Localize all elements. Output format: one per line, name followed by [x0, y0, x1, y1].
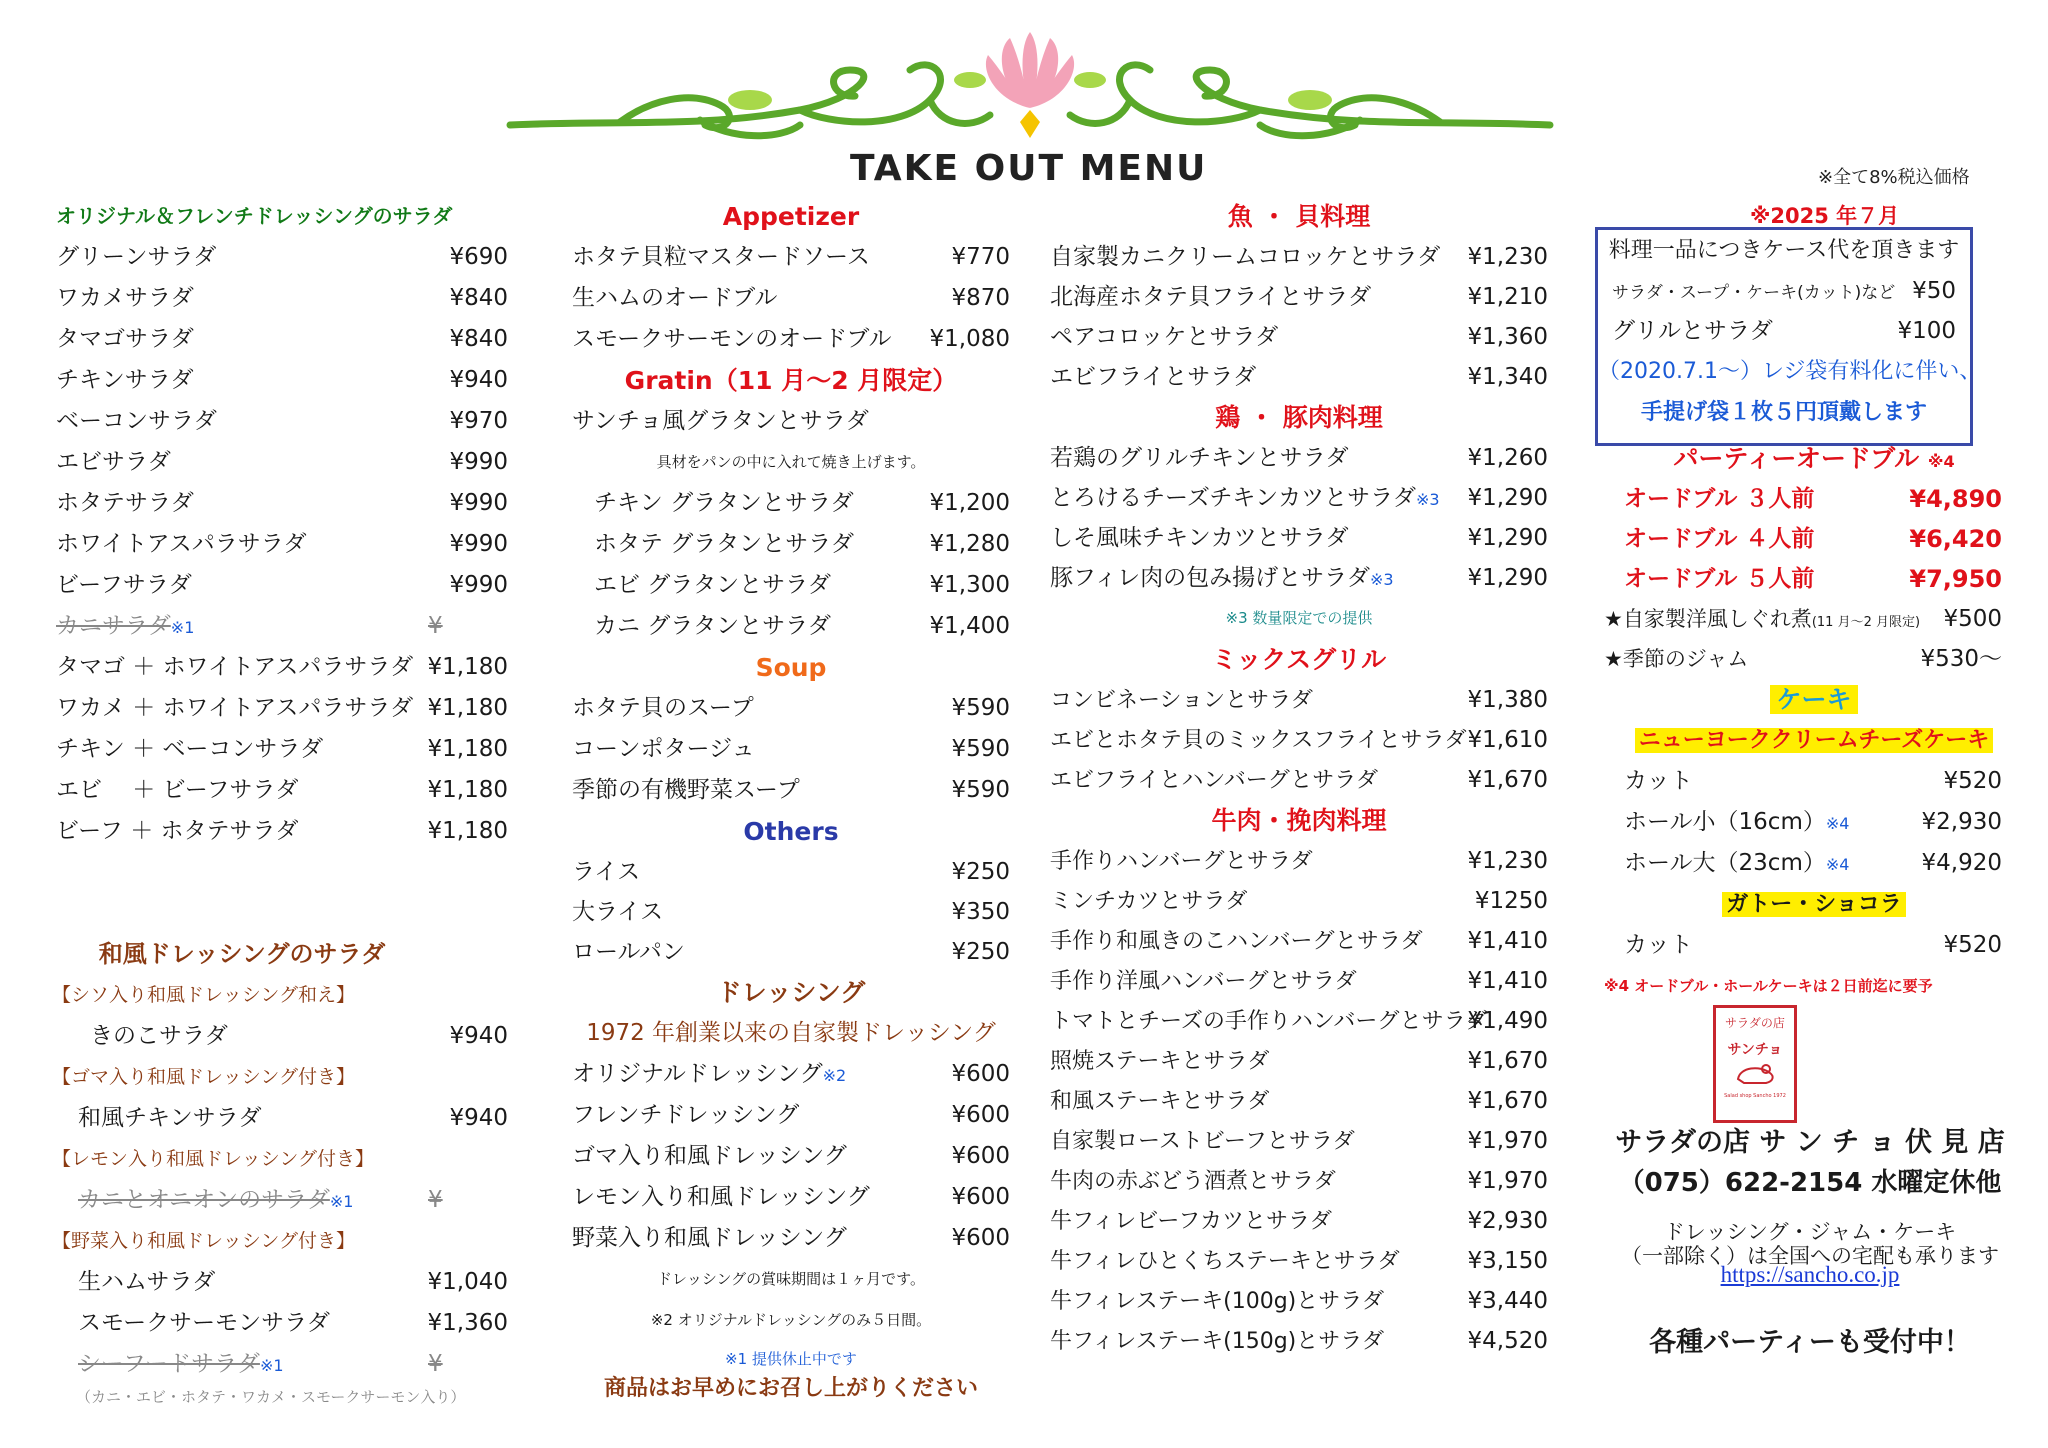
- menu-item[interactable]: [1050, 720, 1548, 760]
- item-name: 自家製ローストビーフとサラダ: [1050, 1129, 1355, 1154]
- shell-icon: [986, 32, 1074, 108]
- item-name: 野菜入り和風ドレッシング: [572, 1225, 847, 1251]
- menu-item[interactable]: [1050, 841, 1548, 881]
- menu-item[interactable]: [56, 278, 508, 319]
- item-name: ビーフサラダ: [56, 572, 192, 598]
- section-heading-others: Others: [743, 817, 839, 846]
- menu-item[interactable]: [56, 729, 508, 770]
- case-fee-box: [1595, 227, 1982, 446]
- item-name: タマゴ ＋ ホワイトアスパラサラダ: [56, 654, 414, 680]
- item-price: ¥1,230: [1467, 244, 1548, 270]
- menu-item[interactable]: [56, 688, 508, 729]
- mix-grill-list: [1050, 680, 1548, 800]
- column-appetizers: [572, 196, 1010, 1407]
- item-price: ¥1,200: [929, 490, 1010, 516]
- item-name: サラダ・スープ・ケーキ(カット)など: [1612, 283, 1896, 303]
- logo-top-text: サラダの店: [1725, 1016, 1785, 1030]
- menu-item[interactable]: [56, 565, 508, 606]
- chocolat-heading: ガトー・ショコラ: [1604, 884, 2024, 925]
- menu-item[interactable]: [1050, 518, 1548, 558]
- menu-item[interactable]: [1050, 680, 1548, 720]
- logo-middle-text: サンチョ: [1727, 1042, 1783, 1058]
- delivery-line1: ドレッシング・ジャム・ケーキ: [1663, 1220, 1957, 1244]
- suspended-note: ※1 提供休止中です: [725, 1350, 857, 1368]
- dressing-list: [572, 1054, 1010, 1259]
- menu-date: ※2025 年７月: [1750, 204, 1900, 228]
- item-price: ¥990: [449, 572, 508, 598]
- item-price: ¥7,950: [1909, 565, 2002, 593]
- gratin-note: 具材をパンの中に入れて焼き上げます。: [656, 453, 926, 471]
- item-name: ホタテサラダ: [56, 490, 194, 516]
- shop-logo: [1713, 1005, 1797, 1123]
- item-price: ¥770: [951, 244, 1010, 270]
- party-accept-note: 各種パーティーも受付中！: [1649, 1327, 1971, 1358]
- item-name: ホール大（23cm）: [1624, 850, 1826, 876]
- item-name: エビフライとサラダ: [1050, 364, 1257, 390]
- expiry-note: ドレッシングの賞味期間は１ヶ月です。: [657, 1270, 925, 1288]
- menu-item[interactable]: [572, 483, 1010, 524]
- item-price: ¥4,520: [1467, 1328, 1548, 1354]
- item-price: ¥1,180: [427, 736, 508, 762]
- fish-list: [1050, 237, 1548, 397]
- section-heading-original-salad: オリジナル＆フレンチドレッシングのサラダ: [56, 204, 453, 228]
- menu-item[interactable]: [56, 483, 508, 524]
- item-name: ホタテ貝粒マスタードソース: [572, 244, 870, 270]
- menu-item[interactable]: [572, 565, 1010, 606]
- section-heading-mix-grill: ミックスグリル: [1211, 645, 1387, 674]
- menu-item[interactable]: スモークサーモンサラダ ¥1,360: [78, 1310, 508, 1336]
- section-heading-party: パーティーオードブル ※4: [1673, 444, 1955, 473]
- item-price: ¥: [428, 613, 443, 639]
- item-name: 牛フィレステーキ(150g)とサラダ: [1050, 1329, 1385, 1354]
- item-name: 若鶏のグリルチキンとサラダ: [1050, 445, 1349, 471]
- menu-item[interactable]: [1050, 921, 1548, 961]
- menu-item[interactable]: [56, 524, 508, 565]
- website-link[interactable]: https://sancho.co.jp: [1720, 1262, 1900, 1287]
- item-price: ¥100: [1897, 318, 1956, 344]
- item-name: ワカメ ＋ ホワイトアスパラサラダ: [56, 695, 414, 721]
- item-name: 手作りハンバーグとサラダ: [1050, 849, 1313, 874]
- menu-item[interactable]: [572, 932, 1010, 972]
- menu-item[interactable]: [572, 524, 1010, 565]
- item-price: ¥4,920: [1921, 850, 2002, 876]
- menu-item[interactable]: [572, 1054, 1010, 1095]
- item-name: ミンチカツとサラダ: [1050, 889, 1248, 914]
- item-price: ¥1,380: [1467, 687, 1548, 713]
- item-price: ¥1,290: [1467, 525, 1548, 551]
- item-name: 手作り和風きのこハンバーグとサラダ: [1050, 929, 1423, 954]
- item-name: 和風ステーキとサラダ: [1050, 1089, 1270, 1114]
- menu-item[interactable]: [1050, 881, 1548, 921]
- case-fee-notice: 料理一品につきケース代を頂きます: [1608, 238, 1960, 263]
- menu-item[interactable]: [1050, 1121, 1548, 1161]
- item-price: ¥1,080: [929, 326, 1010, 352]
- chicken-pork-list: [1050, 438, 1548, 598]
- item-name: 牛フィレビーフカツとサラダ: [1050, 1209, 1332, 1234]
- item-price: ¥520: [1943, 768, 2002, 794]
- menu-item[interactable]: [1050, 478, 1548, 518]
- item-name: レモン入り和風ドレッシング: [572, 1184, 870, 1210]
- section-heading-wafu-salad: 和風ドレッシングのサラダ: [98, 940, 386, 968]
- subheading-goma: 【ゴマ入り和風ドレッシング付き】: [52, 1066, 355, 1088]
- item-name: 生ハムのオードブル: [572, 285, 778, 311]
- item-name: チキンサラダ: [56, 367, 194, 393]
- order-note: ※4 オードブル・ホールケーキは２日前迄に要予: [1604, 977, 1933, 995]
- menu-item[interactable]: [56, 647, 508, 688]
- item-price: ¥2,930: [1921, 809, 2002, 835]
- menu-item[interactable]: [56, 606, 508, 647]
- section-heading-appetizer: Appetizer: [722, 202, 860, 231]
- item-price: ¥590: [951, 777, 1010, 803]
- item-name: ワカメサラダ: [56, 285, 194, 311]
- menu-item[interactable]: [572, 729, 1010, 770]
- footnote-mark: ※2: [822, 1066, 847, 1085]
- menu-item[interactable]: [1050, 277, 1548, 317]
- item-price: ¥840: [449, 326, 508, 352]
- menu-item[interactable]: [572, 1177, 1010, 1218]
- logo-bottom-text: Salad shop Sancho 1972: [1724, 1093, 1786, 1099]
- item-price: ¥350: [951, 899, 1010, 925]
- page-title: TAKE OUT MENU: [850, 148, 1208, 189]
- others-list: [572, 852, 1010, 972]
- bag-notice-line1: （2020.7.1～）レジ袋有料化に伴い、: [1598, 359, 1982, 384]
- menu-item[interactable]: [1604, 761, 2024, 802]
- menu-item[interactable]: [1050, 558, 1548, 598]
- menu-item[interactable]: [1604, 802, 2024, 843]
- bag-notice-line2: 手提げ袋１枚５円頂戴します: [1640, 400, 1927, 425]
- seafood-note: （カニ・エビ・ホタテ・ワカメ・スモークサーモン入り）: [76, 1388, 466, 1406]
- footnote-mark: ※4: [1825, 855, 1850, 874]
- item-name: スモークサーモンのオードブル: [572, 326, 892, 352]
- item-name: トマトとチーズの手作りハンバーグとサラダ: [1050, 1009, 1488, 1034]
- item-name: タマゴサラダ: [56, 326, 194, 352]
- menu-item-unavailable: カニとオニオンのサラダ※1 ¥: [78, 1187, 443, 1213]
- soup-list: [572, 688, 1010, 811]
- menu-item[interactable]: [1050, 1041, 1548, 1081]
- menu-item[interactable]: [572, 688, 1010, 729]
- menu-item[interactable]: カット ¥520: [1624, 932, 2002, 958]
- menu-item[interactable]: [1050, 237, 1548, 277]
- item-price: ¥1,670: [1467, 1048, 1548, 1074]
- item-name: エビ ＋ ビーフサラダ: [56, 777, 299, 803]
- item-price: ¥870: [951, 285, 1010, 311]
- item-price: ¥1,410: [1467, 968, 1548, 994]
- item-name: オードブル ５人前: [1624, 566, 1815, 592]
- menu-item[interactable]: [1050, 961, 1548, 1001]
- item-price: ¥990: [449, 449, 508, 475]
- menu-item[interactable]: [1050, 1161, 1548, 1201]
- item-name: 牛フィレひとくちステーキとサラダ: [1050, 1249, 1400, 1274]
- item-price: ¥1250: [1474, 888, 1548, 914]
- item-price: ¥1,490: [1467, 1008, 1548, 1034]
- menu-item[interactable]: [1612, 311, 1956, 351]
- party-list: [1604, 479, 2024, 599]
- item-name: エビとホタテ貝のミックスフライとサラダ: [1050, 728, 1467, 753]
- menu-item[interactable]: 生ハムサラダ ¥1,040: [78, 1269, 508, 1295]
- item-price: ¥990: [449, 531, 508, 557]
- item-name: しそ風味チキンカツとサラダ: [1050, 525, 1349, 551]
- item-price: ¥690: [449, 244, 508, 270]
- menu-item[interactable]: [572, 892, 1010, 932]
- section-heading-dressing: ドレッシング: [716, 978, 866, 1007]
- item-name: ライス: [572, 859, 641, 885]
- cheesecake-heading: ニューヨーククリームチーズケーキ: [1604, 720, 2024, 761]
- section-heading-cake: ケーキ: [1604, 679, 2024, 720]
- menu-item[interactable]: [1050, 1001, 1548, 1041]
- menu-item[interactable]: [56, 360, 508, 401]
- menu-item[interactable]: [572, 606, 1010, 647]
- salad-list: [56, 237, 508, 852]
- item-name: エビサラダ: [56, 449, 171, 475]
- item-name: 照焼ステーキとサラダ: [1050, 1049, 1270, 1074]
- original-dressing-note: ※2 オリジナルドレッシングのみ５日間。: [650, 1311, 932, 1329]
- item-price: ¥3,440: [1467, 1288, 1548, 1314]
- item-name: オードブル ３人前: [1624, 486, 1815, 512]
- menu-item[interactable]: [1050, 1321, 1548, 1361]
- column-main-dishes: [1050, 196, 1548, 1361]
- gratin-intro: サンチョ風グラタンとサラダ: [572, 408, 869, 434]
- item-name: 豚フィレ肉の包み揚げとサラダ: [1050, 565, 1370, 591]
- item-price: ¥1,210: [1467, 284, 1548, 310]
- menu-item[interactable]: [1050, 1281, 1548, 1321]
- menu-item[interactable]: [572, 319, 1010, 360]
- item-price: ¥600: [951, 1143, 1010, 1169]
- footnote-mark: ※3: [1369, 570, 1394, 589]
- item-price: ¥600: [951, 1184, 1010, 1210]
- item-price: ¥1,970: [1467, 1128, 1548, 1154]
- shop-name: サラダの店 サ ン チ ョ 伏 見 店: [1615, 1127, 2005, 1158]
- menu-item[interactable]: [1050, 317, 1548, 357]
- item-name: カニサラダ: [56, 613, 171, 639]
- menu-item[interactable]: [572, 1095, 1010, 1136]
- limited-note: ※3 数量限定での提供: [1225, 609, 1373, 627]
- item-price: ¥1,180: [427, 695, 508, 721]
- menu-item[interactable]: [56, 770, 508, 811]
- delivery-line2: （一部除く）は全国への宅配も承ります: [1621, 1244, 1999, 1268]
- item-price: ¥2,930: [1467, 1208, 1548, 1234]
- menu-item[interactable]: [1050, 1241, 1548, 1281]
- section-heading-beef: 牛肉・挽肉料理: [1211, 806, 1387, 835]
- item-price: ¥1,260: [1467, 445, 1548, 471]
- item-price: ¥4,890: [1909, 485, 2002, 513]
- item-name: オリジナルドレッシング: [572, 1061, 823, 1087]
- item-name: フレンチドレッシング: [572, 1102, 800, 1128]
- item-name: ホール小（16cm）: [1624, 809, 1826, 835]
- item-price: ¥1,970: [1467, 1168, 1548, 1194]
- beef-list: [1050, 841, 1548, 1361]
- item-price: ¥1,400: [929, 613, 1010, 639]
- cheesecake-list: [1604, 761, 2024, 884]
- menu-item[interactable]: [1050, 438, 1548, 478]
- menu-item[interactable]: [572, 278, 1010, 319]
- tax-note: ※全て8%税込価格: [1818, 167, 1970, 188]
- item-price: ¥590: [951, 695, 1010, 721]
- item-name: グリーンサラダ: [56, 244, 217, 270]
- item-name: ペアコロッケとサラダ: [1050, 324, 1279, 350]
- menu-item[interactable]: [1050, 760, 1548, 800]
- item-name: 季節の有機野菜スープ: [572, 777, 800, 803]
- eat-soon-note: 商品はお早めにお召し上がりください: [603, 1376, 978, 1401]
- item-name: ゴマ入り和風ドレッシング: [572, 1143, 847, 1169]
- menu-item[interactable]: [1050, 1081, 1548, 1121]
- menu-item[interactable]: [1604, 843, 2024, 884]
- menu-item[interactable]: [572, 852, 1010, 892]
- menu-item[interactable]: [572, 237, 1010, 278]
- menu-item[interactable]: [572, 770, 1010, 811]
- duck-icon: [1730, 1059, 1780, 1089]
- menu-item[interactable]: きのこサラダ ¥940: [90, 1023, 508, 1049]
- item-name: チキン グラタンとサラダ: [594, 490, 854, 516]
- section-heading-fish: 魚 ・ 貝料理: [1227, 202, 1371, 231]
- item-price: ¥250: [951, 939, 1010, 965]
- section-heading-chicken-pork: 鶏 ・ 豚肉料理: [1215, 403, 1383, 432]
- item-price: ¥1,670: [1467, 1088, 1548, 1114]
- section-heading-soup: Soup: [755, 653, 827, 682]
- subheading-shiso: 【シソ入り和風ドレッシング和え】: [52, 984, 355, 1006]
- menu-item[interactable]: ★季節のジャム ¥530～: [1604, 646, 2002, 672]
- dressing-subheading: 1972 年創業以来の自家製ドレッシング: [586, 1020, 996, 1046]
- menu-item[interactable]: [56, 442, 508, 483]
- item-name: コーンポタージュ: [572, 736, 755, 762]
- item-name: 大ライス: [572, 899, 664, 925]
- item-price: ¥1,180: [427, 777, 508, 803]
- item-name: オードブル ４人前: [1624, 526, 1815, 552]
- item-price: ¥600: [951, 1225, 1010, 1251]
- item-name: ホワイトアスパラサラダ: [56, 531, 307, 557]
- item-name: 手作り洋風ハンバーグとサラダ: [1050, 969, 1357, 994]
- menu-item[interactable]: [1604, 519, 2024, 559]
- menu-item[interactable]: [572, 1136, 1010, 1177]
- item-name: エビフライとハンバーグとサラダ: [1050, 768, 1379, 793]
- item-name: ベーコンサラダ: [56, 408, 217, 434]
- footnote-mark: ※4: [1825, 814, 1850, 833]
- item-price: ¥600: [951, 1061, 1010, 1087]
- item-name: カニ グラタンとサラダ: [594, 613, 831, 639]
- case-fee-list: [1598, 271, 1970, 351]
- item-name: ビーフ ＋ ホタテサラダ: [56, 818, 299, 844]
- item-price: ¥970: [449, 408, 508, 434]
- item-price: ¥50: [1912, 278, 1956, 304]
- appetizer-list: [572, 237, 1010, 360]
- item-price: ¥1,610: [1467, 727, 1548, 753]
- item-price: ¥250: [951, 859, 1010, 885]
- item-name: ホタテ グラタンとサラダ: [594, 531, 854, 557]
- footnote-mark: ※3: [1415, 490, 1440, 509]
- item-name: ホタテ貝のスープ: [572, 695, 754, 721]
- item-price: ¥990: [449, 490, 508, 516]
- subheading-lemon: 【レモン入り和風ドレッシング付き】: [52, 1148, 374, 1170]
- floral-ornament: [500, 30, 1560, 150]
- menu-item[interactable]: [56, 319, 508, 360]
- menu-item[interactable]: [1612, 271, 1956, 311]
- item-name: 牛フィレステーキ(100g)とサラダ: [1050, 1289, 1385, 1314]
- item-price: ¥840: [449, 285, 508, 311]
- item-price: ¥1,290: [1467, 565, 1548, 591]
- item-name: 北海産ホタテ貝フライとサラダ: [1050, 284, 1372, 310]
- item-name: グリルとサラダ: [1612, 318, 1773, 344]
- item-price: ¥1,280: [929, 531, 1010, 557]
- shop-phone: （075）622-2154 水曜定休他: [1618, 1168, 2002, 1198]
- item-name: ロールパン: [572, 939, 685, 965]
- item-price: ¥1,670: [1467, 767, 1548, 793]
- item-price: ¥1,230: [1467, 848, 1548, 874]
- item-price: ¥3,150: [1467, 1248, 1548, 1274]
- item-price: ¥1,180: [427, 654, 508, 680]
- menu-item[interactable]: [56, 237, 508, 278]
- column-info-lower: [1604, 438, 2024, 1007]
- menu-item[interactable]: 和風チキンサラダ ¥940: [78, 1105, 508, 1131]
- section-heading-gratin: Gratin（11 月～2 月限定）: [624, 366, 958, 395]
- item-price: ¥600: [951, 1102, 1010, 1128]
- subheading-yasai: 【野菜入り和風ドレッシング付き】: [52, 1230, 355, 1252]
- star-icon: [1020, 110, 1040, 138]
- column-salads: [52, 196, 508, 1409]
- menu-item[interactable]: [1604, 479, 2024, 519]
- item-name: 牛肉の赤ぶどう酒煮とサラダ: [1050, 1169, 1336, 1194]
- gratin-list: [572, 483, 1010, 647]
- menu-item[interactable]: [1050, 357, 1548, 397]
- item-price: ¥1,340: [1467, 364, 1548, 390]
- item-name: とろけるチーズチキンカツとサラダ: [1050, 485, 1416, 511]
- menu-item[interactable]: [56, 811, 508, 852]
- item-price: ¥1,410: [1467, 928, 1548, 954]
- menu-item[interactable]: ★自家製洋風しぐれ煮(11 月～2 月限定) ¥500: [1604, 606, 2002, 632]
- item-price: ¥6,420: [1909, 525, 2002, 553]
- footnote-mark: ※1: [170, 618, 195, 637]
- menu-item[interactable]: [572, 1218, 1010, 1259]
- menu-item[interactable]: [56, 401, 508, 442]
- item-price: ¥590: [951, 736, 1010, 762]
- item-price: ¥940: [449, 367, 508, 393]
- item-price: ¥1,180: [427, 818, 508, 844]
- menu-item[interactable]: [1050, 1201, 1548, 1241]
- item-name: エビ グラタンとサラダ: [594, 572, 831, 598]
- menu-item[interactable]: [1604, 559, 2024, 599]
- item-price: ¥1,300: [929, 572, 1010, 598]
- item-name: 自家製カニクリームコロッケとサラダ: [1050, 244, 1441, 270]
- item-name: カット: [1624, 768, 1693, 794]
- item-price: ¥1,290: [1467, 485, 1548, 511]
- item-name: チキン ＋ ベーコンサラダ: [56, 736, 324, 762]
- item-price: ¥1,360: [1467, 324, 1548, 350]
- menu-item-unavailable: シーフードサラダ※1 ¥: [78, 1351, 443, 1377]
- item-name: コンビネーションとサラダ: [1050, 688, 1313, 713]
